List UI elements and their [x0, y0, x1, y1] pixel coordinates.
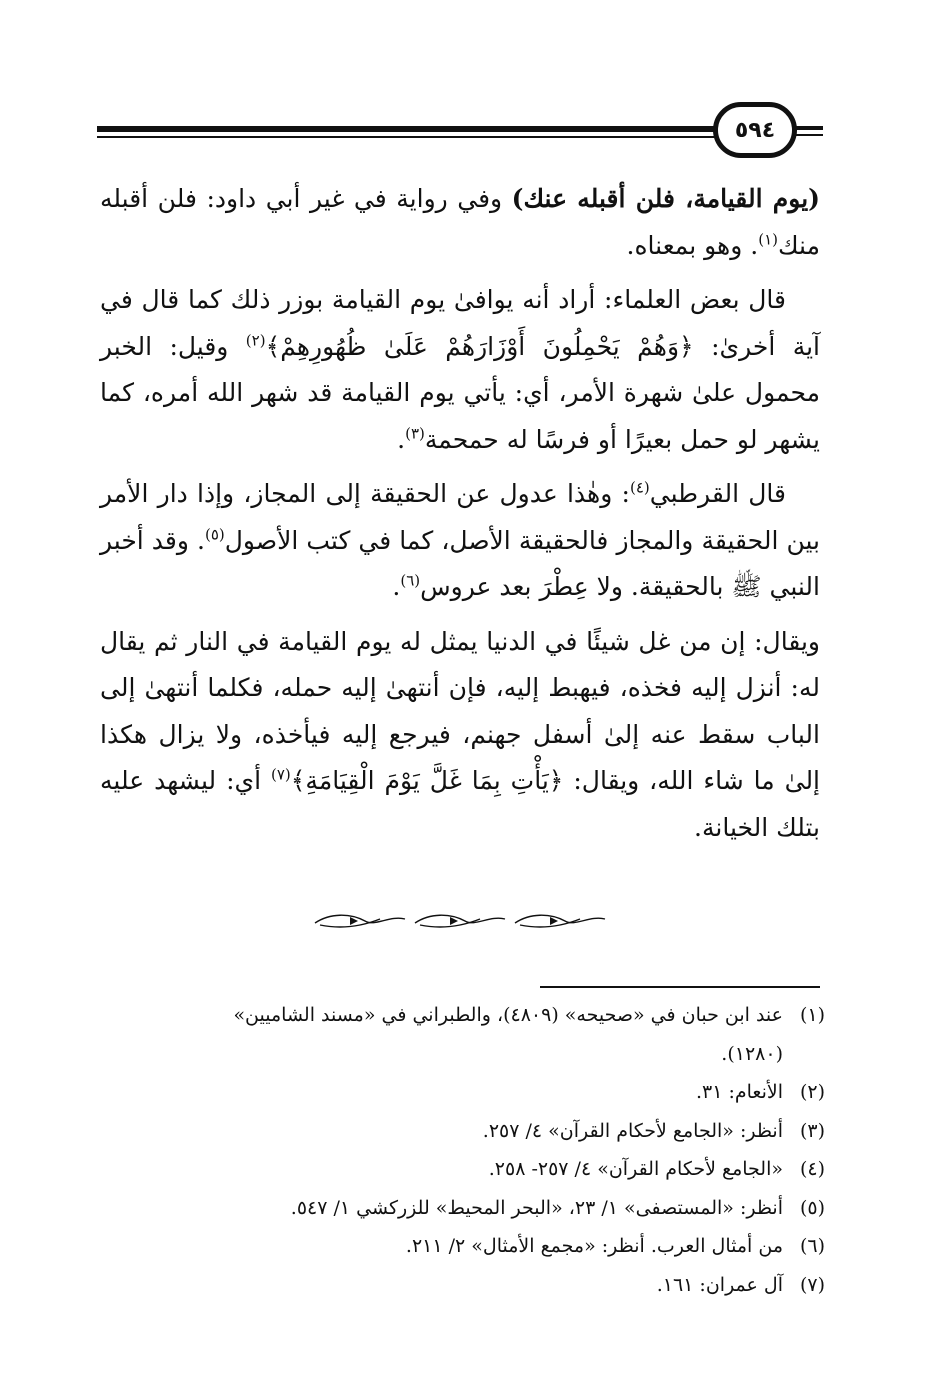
footnote-separator: [540, 986, 820, 988]
header-rule-thin: [97, 136, 714, 138]
page-number-badge: [713, 102, 797, 158]
footnote-item: [200, 1266, 825, 1305]
footnote-number: (١): [799, 1004, 825, 1026]
paragraph-text: قال القرطبي: [649, 479, 786, 508]
footnote-item: [200, 1112, 825, 1151]
footnote-text: عند ابن حبان في «صحيحه» (٤٨٠٩)، والطبراني في «مسند الشاميين» (١٢٨٠).: [233, 1004, 783, 1065]
footnote-text: أنظر: «الجامع لأحكام القرآن» ٤/ ٢٥٧.: [482, 1119, 783, 1142]
footnotes-list: [200, 996, 825, 1304]
paragraph-4: [100, 619, 820, 852]
paragraph-1: [100, 176, 820, 269]
footnote-item: [200, 1227, 825, 1266]
paragraph-3: [100, 471, 820, 611]
paragraph-text: ويقال: إن من غل شيئًا في الدنيا يمثل له يوم القيامة في النار ثم يقال له: أنزل إليه فخذه، فيهبط إليه، فإن أنتهىٰ إليه حمله، فكلما أنتهىٰ إلى الباب سقط عنه إلىٰ أسفل جهنم، فيرجع إليه فيأخذه، ولا يزال هكذا إلىٰ ما شاء الله، ويقال: ﴿يَأْتِ بِمَا غَلَّ يَوْمَ الْقِيَامَةِ﴾: [100, 626, 821, 795]
footnote-number: (٥): [799, 1196, 825, 1219]
paragraph-text: قال بعض العلماء: أراد أنه يوافىٰ يوم القيامة بوزر ذلك كما قال في آية أخرىٰ: ﴿وَهُمْ يَحْمِلُونَ أَوْزَارَهُمْ عَلَىٰ ظُهُورِهِمْ﴾: [100, 285, 820, 361]
footnote-number: (٢): [799, 1081, 825, 1103]
footnote-item: [200, 1073, 825, 1112]
footnote-ref: (٧): [270, 765, 291, 784]
footnote-number: (٤): [799, 1158, 825, 1180]
page-number: ٥٩٤: [734, 117, 776, 143]
paragraph-text: وفي رواية في غير أبي داود: فلن أقبله منك: [100, 184, 820, 260]
footnote-ref: (٣): [405, 424, 425, 443]
paragraph-text: : وهٰذا عدول عن الحقيقة إلى المجاز، وإذا دار الأمر بين الحقيقة والمجاز فالحقيقة الأصل، كما في كتب الأصول: [100, 479, 820, 555]
footnote-ref: (٦): [400, 571, 421, 590]
footnote-ref: (٤): [629, 478, 650, 497]
main-text: [100, 176, 820, 859]
header-rule-tail: [795, 126, 823, 130]
hadith-quote: (يوم القيامة، فلن أقبله عنك): [511, 184, 820, 213]
footnote-ref: (١): [758, 230, 778, 249]
header-rule-tail-thin: [795, 134, 823, 136]
paragraph-2: [100, 277, 820, 463]
paragraph-text: .: [392, 572, 401, 601]
footnote-number: (٧): [799, 1273, 825, 1296]
paragraph-text: . وقد أخبر النبي ﷺ بالحقيقة. ولا عِطْرَ بعد عروس: [100, 525, 820, 601]
paragraph-text: وقيل: الخبر محمول علىٰ شهرة الأمر، أي: يأتي يوم القيامة قد شهر الله أمره، كما يشهر لو حمل بعيرًا أو فرسًا له حمحمة: [100, 331, 820, 454]
header-rule: [97, 126, 714, 132]
footnote-text: «الجامع لأحكام القرآن» ٤/ ٢٥٧- ٢٥٨.: [488, 1158, 783, 1180]
footnote-item: [200, 1189, 825, 1228]
footnote-number: (٣): [799, 1119, 825, 1142]
paragraph-text: . وهو بمعناه.: [626, 230, 759, 260]
footnote-text: الأنعام: ٣١.: [695, 1081, 783, 1103]
footnote-ref: (٥): [204, 525, 225, 544]
footnote-text: من أمثال العرب. أنظر: «مجمع الأمثال» ٢/ ٢١١.: [405, 1235, 783, 1257]
footnote-number: (٦): [799, 1235, 825, 1257]
footnote-text: أنظر: «المستصفى» ١/ ٢٣، «البحر المحيط» للزركشي ١/ ٥٤٧.: [290, 1196, 783, 1219]
section-divider-ornament: [310, 905, 610, 933]
paragraph-text: .: [397, 424, 406, 454]
footnote-item: [200, 996, 825, 1073]
footnote-ref: (٢): [245, 331, 266, 350]
footnote-text: آل عمران: ١٦١.: [656, 1273, 783, 1296]
footnote-item: [200, 1150, 825, 1189]
paragraph-text: أي: ليشهد عليه بتلك الخيانة.: [100, 766, 820, 842]
